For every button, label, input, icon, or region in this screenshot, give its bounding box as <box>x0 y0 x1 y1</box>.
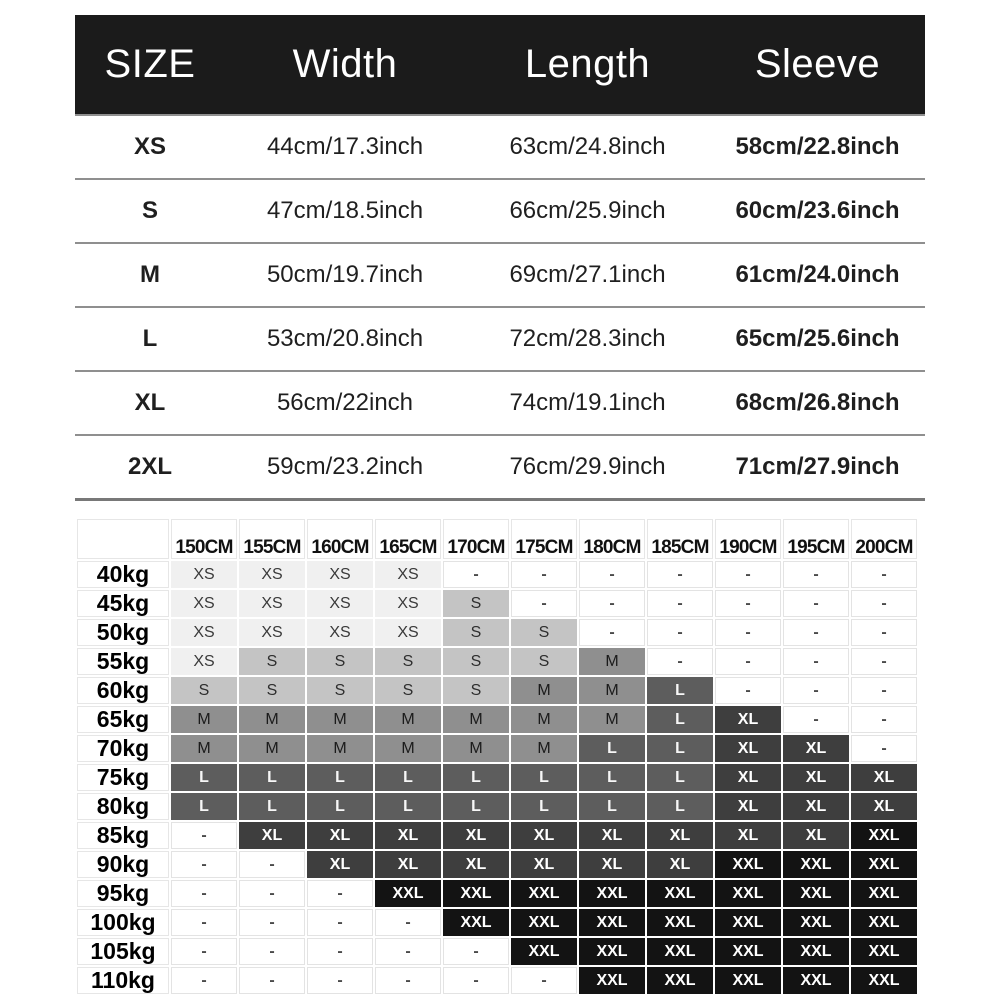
fit-cell-size: M <box>375 706 441 733</box>
fit-cell-size: XXL <box>375 880 441 907</box>
fit-cell-empty: - <box>307 880 373 907</box>
width-value: 44cm/17.3inch <box>225 115 465 179</box>
sleeve-value: 65cm/25.6inch <box>710 307 925 371</box>
fit-cell-size: XL <box>715 764 781 791</box>
fit-cell-size: XXL <box>511 938 577 965</box>
weight-label: 95kg <box>77 880 169 907</box>
size-label: L <box>75 307 225 371</box>
size-label: 2XL <box>75 435 225 500</box>
fit-cell-size: XL <box>783 822 849 849</box>
fit-matrix-row <box>77 648 917 675</box>
fit-cell-size: M <box>511 735 577 762</box>
fit-cell-empty: - <box>715 648 781 675</box>
fit-cell-empty: - <box>443 561 509 588</box>
fit-matrix-row <box>77 938 917 965</box>
fit-matrix-corner <box>77 519 169 559</box>
fit-cell-size: XXL <box>511 909 577 936</box>
fit-cell-size: L <box>647 706 713 733</box>
fit-cell-size: S <box>443 590 509 617</box>
fit-cell-empty: - <box>375 909 441 936</box>
size-label: XS <box>75 115 225 179</box>
fit-cell-size: L <box>307 764 373 791</box>
fit-cell-size: S <box>239 677 305 704</box>
sleeve-value: 61cm/24.0inch <box>710 243 925 307</box>
fit-cell-empty: - <box>511 967 577 994</box>
size-row-s <box>75 179 925 243</box>
fit-cell-empty: - <box>715 561 781 588</box>
size-label: S <box>75 179 225 243</box>
fit-cell-size: S <box>443 619 509 646</box>
fit-cell-size: XS <box>239 619 305 646</box>
sleeve-value: 68cm/26.8inch <box>710 371 925 435</box>
fit-cell-size: XL <box>647 822 713 849</box>
size-table-header-width: Width <box>225 15 465 115</box>
width-value: 59cm/23.2inch <box>225 435 465 500</box>
fit-cell-empty: - <box>783 677 849 704</box>
fit-cell-size: M <box>579 706 645 733</box>
height-header: 175CM <box>511 519 577 559</box>
fit-cell-size: L <box>443 793 509 820</box>
fit-cell-size: L <box>511 764 577 791</box>
fit-cell-size: S <box>375 677 441 704</box>
fit-cell-empty: - <box>171 967 237 994</box>
fit-cell-size: L <box>239 793 305 820</box>
length-value: 74cm/19.1inch <box>465 371 710 435</box>
fit-cell-size: XXL <box>579 938 645 965</box>
fit-cell-size: M <box>239 735 305 762</box>
weight-label: 60kg <box>77 677 169 704</box>
fit-cell-size: XXL <box>715 938 781 965</box>
fit-cell-size: XL <box>511 822 577 849</box>
height-header: 195CM <box>783 519 849 559</box>
fit-cell-size: M <box>443 735 509 762</box>
fit-cell-size: XL <box>715 793 781 820</box>
fit-cell-empty: - <box>783 561 849 588</box>
fit-matrix-table <box>75 517 919 996</box>
fit-cell-size: XS <box>239 561 305 588</box>
fit-cell-size: XXL <box>715 880 781 907</box>
fit-cell-size: XS <box>307 619 373 646</box>
fit-cell-size: XL <box>783 735 849 762</box>
fit-cell-empty: - <box>851 648 917 675</box>
sleeve-value: 60cm/23.6inch <box>710 179 925 243</box>
fit-cell-empty: - <box>171 938 237 965</box>
fit-matrix-row <box>77 764 917 791</box>
fit-cell-empty: - <box>443 938 509 965</box>
fit-cell-size: XXL <box>783 851 849 878</box>
fit-cell-empty: - <box>715 677 781 704</box>
size-row-2xl <box>75 435 925 500</box>
fit-cell-size: S <box>443 648 509 675</box>
fit-cell-size: XS <box>171 590 237 617</box>
size-table-header-sleeve: Sleeve <box>710 15 925 115</box>
fit-cell-size: XL <box>307 822 373 849</box>
fit-cell-empty: - <box>511 590 577 617</box>
weight-label: 45kg <box>77 590 169 617</box>
fit-cell-empty: - <box>171 880 237 907</box>
length-value: 66cm/25.9inch <box>465 179 710 243</box>
weight-label: 75kg <box>77 764 169 791</box>
fit-matrix-row <box>77 793 917 820</box>
fit-cell-size: XXL <box>443 909 509 936</box>
height-header: 180CM <box>579 519 645 559</box>
fit-cell-size: XS <box>307 561 373 588</box>
width-value: 50cm/19.7inch <box>225 243 465 307</box>
size-row-xs <box>75 115 925 179</box>
weight-label: 65kg <box>77 706 169 733</box>
weight-label: 40kg <box>77 561 169 588</box>
size-row-l <box>75 307 925 371</box>
fit-cell-size: M <box>579 648 645 675</box>
fit-cell-empty: - <box>239 880 305 907</box>
fit-cell-empty: - <box>307 938 373 965</box>
height-header: 150CM <box>171 519 237 559</box>
fit-cell-size: XXL <box>647 967 713 994</box>
fit-cell-size: XL <box>511 851 577 878</box>
length-value: 76cm/29.9inch <box>465 435 710 500</box>
fit-cell-size: S <box>375 648 441 675</box>
fit-cell-size: XXL <box>715 967 781 994</box>
height-header: 165CM <box>375 519 441 559</box>
fit-cell-size: XXL <box>851 880 917 907</box>
length-value: 72cm/28.3inch <box>465 307 710 371</box>
fit-cell-size: XL <box>783 793 849 820</box>
fit-cell-empty: - <box>851 735 917 762</box>
fit-cell-empty: - <box>783 648 849 675</box>
fit-cell-empty: - <box>239 909 305 936</box>
fit-cell-size: S <box>171 677 237 704</box>
fit-cell-empty: - <box>171 909 237 936</box>
fit-cell-empty: - <box>239 851 305 878</box>
height-header: 155CM <box>239 519 305 559</box>
fit-cell-size: L <box>443 764 509 791</box>
fit-cell-size: XL <box>647 851 713 878</box>
fit-cell-size: XS <box>171 648 237 675</box>
fit-cell-size: L <box>647 677 713 704</box>
fit-cell-size: L <box>647 793 713 820</box>
fit-cell-empty: - <box>647 648 713 675</box>
size-table-header-row <box>75 15 925 115</box>
fit-matrix-row <box>77 967 917 994</box>
fit-cell-size: L <box>579 764 645 791</box>
fit-cell-size: XL <box>715 735 781 762</box>
fit-cell-size: XL <box>783 764 849 791</box>
fit-cell-size: M <box>307 735 373 762</box>
fit-cell-size: M <box>511 706 577 733</box>
fit-cell-size: XXL <box>647 909 713 936</box>
fit-cell-size: XXL <box>783 880 849 907</box>
fit-cell-size: M <box>171 706 237 733</box>
size-row-xl <box>75 371 925 435</box>
fit-cell-empty: - <box>851 677 917 704</box>
fit-cell-size: XL <box>375 822 441 849</box>
height-header: 170CM <box>443 519 509 559</box>
fit-cell-empty: - <box>851 619 917 646</box>
fit-cell-size: S <box>511 619 577 646</box>
sleeve-value: 58cm/22.8inch <box>710 115 925 179</box>
fit-matrix-header-row <box>77 519 917 559</box>
fit-cell-empty: - <box>647 590 713 617</box>
fit-cell-size: XL <box>851 764 917 791</box>
fit-matrix-row <box>77 677 917 704</box>
fit-cell-size: XXL <box>647 880 713 907</box>
fit-cell-size: XL <box>307 851 373 878</box>
weight-label: 105kg <box>77 938 169 965</box>
fit-cell-size: XXL <box>783 938 849 965</box>
fit-cell-size: L <box>647 735 713 762</box>
fit-cell-size: XS <box>171 561 237 588</box>
weight-label: 80kg <box>77 793 169 820</box>
weight-label: 85kg <box>77 822 169 849</box>
fit-cell-size: S <box>239 648 305 675</box>
fit-cell-size: XL <box>579 822 645 849</box>
fit-cell-empty: - <box>647 561 713 588</box>
fit-cell-size: L <box>375 793 441 820</box>
fit-cell-size: M <box>375 735 441 762</box>
fit-cell-size: XXL <box>443 880 509 907</box>
weight-label: 55kg <box>77 648 169 675</box>
fit-cell-size: XS <box>375 561 441 588</box>
fit-cell-size: M <box>511 677 577 704</box>
fit-cell-size: XXL <box>851 822 917 849</box>
fit-cell-size: XL <box>579 851 645 878</box>
fit-cell-size: XS <box>375 590 441 617</box>
fit-cell-size: L <box>307 793 373 820</box>
fit-cell-empty: - <box>239 938 305 965</box>
fit-cell-size: M <box>171 735 237 762</box>
size-row-m <box>75 243 925 307</box>
fit-cell-empty: - <box>647 619 713 646</box>
fit-cell-size: XL <box>443 822 509 849</box>
fit-cell-size: XXL <box>783 909 849 936</box>
fit-cell-size: XL <box>851 793 917 820</box>
fit-cell-empty: - <box>171 822 237 849</box>
fit-cell-size: XXL <box>647 938 713 965</box>
fit-cell-empty: - <box>579 590 645 617</box>
fit-cell-empty: - <box>715 590 781 617</box>
fit-cell-empty: - <box>783 706 849 733</box>
fit-cell-size: XL <box>715 706 781 733</box>
sleeve-value: 71cm/27.9inch <box>710 435 925 500</box>
fit-cell-size: XL <box>715 822 781 849</box>
size-label: M <box>75 243 225 307</box>
fit-cell-size: XXL <box>511 880 577 907</box>
fit-cell-size: L <box>171 764 237 791</box>
fit-cell-empty: - <box>307 967 373 994</box>
fit-matrix-row <box>77 735 917 762</box>
fit-cell-size: XXL <box>851 938 917 965</box>
fit-cell-empty: - <box>783 619 849 646</box>
fit-cell-size: M <box>307 706 373 733</box>
fit-cell-size: XXL <box>579 967 645 994</box>
fit-cell-size: XXL <box>715 909 781 936</box>
fit-cell-size: XXL <box>851 851 917 878</box>
fit-cell-empty: - <box>851 561 917 588</box>
width-value: 56cm/22inch <box>225 371 465 435</box>
fit-cell-size: XS <box>171 619 237 646</box>
height-header: 185CM <box>647 519 713 559</box>
fit-cell-size: XXL <box>851 909 917 936</box>
fit-cell-size: XXL <box>579 909 645 936</box>
fit-cell-empty: - <box>375 967 441 994</box>
height-header: 200CM <box>851 519 917 559</box>
fit-cell-empty: - <box>443 967 509 994</box>
fit-cell-size: XXL <box>715 851 781 878</box>
weight-label: 90kg <box>77 851 169 878</box>
fit-cell-size: L <box>511 793 577 820</box>
fit-cell-empty: - <box>239 967 305 994</box>
fit-matrix-row <box>77 590 917 617</box>
fit-cell-size: XL <box>375 851 441 878</box>
weight-label: 70kg <box>77 735 169 762</box>
fit-cell-empty: - <box>715 619 781 646</box>
fit-cell-size: L <box>239 764 305 791</box>
length-value: 69cm/27.1inch <box>465 243 710 307</box>
fit-cell-empty: - <box>171 851 237 878</box>
fit-cell-empty: - <box>511 561 577 588</box>
fit-cell-size: S <box>307 648 373 675</box>
fit-matrix-row <box>77 706 917 733</box>
size-table <box>75 15 925 501</box>
fit-cell-empty: - <box>307 909 373 936</box>
fit-matrix-row <box>77 880 917 907</box>
fit-cell-empty: - <box>579 619 645 646</box>
fit-cell-empty: - <box>851 590 917 617</box>
fit-cell-size: XS <box>375 619 441 646</box>
size-table-header-size: SIZE <box>75 15 225 115</box>
size-table-header-length: Length <box>465 15 710 115</box>
height-header: 160CM <box>307 519 373 559</box>
fit-cell-size: XXL <box>783 967 849 994</box>
fit-matrix-row <box>77 561 917 588</box>
fit-cell-size: XXL <box>851 967 917 994</box>
weight-label: 100kg <box>77 909 169 936</box>
fit-cell-empty: - <box>783 590 849 617</box>
fit-cell-empty: - <box>579 561 645 588</box>
fit-cell-size: L <box>579 735 645 762</box>
fit-cell-size: S <box>443 677 509 704</box>
length-value: 63cm/24.8inch <box>465 115 710 179</box>
size-label: XL <box>75 371 225 435</box>
fit-cell-size: M <box>443 706 509 733</box>
fit-cell-size: L <box>375 764 441 791</box>
fit-cell-size: M <box>579 677 645 704</box>
fit-cell-size: XL <box>443 851 509 878</box>
fit-cell-size: S <box>511 648 577 675</box>
width-value: 53cm/20.8inch <box>225 307 465 371</box>
fit-cell-size: XXL <box>579 880 645 907</box>
fit-cell-size: M <box>239 706 305 733</box>
fit-matrix-row <box>77 909 917 936</box>
fit-cell-empty: - <box>375 938 441 965</box>
width-value: 47cm/18.5inch <box>225 179 465 243</box>
fit-cell-size: L <box>647 764 713 791</box>
fit-cell-size: S <box>307 677 373 704</box>
fit-cell-size: L <box>579 793 645 820</box>
fit-cell-size: L <box>171 793 237 820</box>
weight-label: 110kg <box>77 967 169 994</box>
fit-matrix-row <box>77 851 917 878</box>
weight-label: 50kg <box>77 619 169 646</box>
height-header: 190CM <box>715 519 781 559</box>
fit-matrix-row <box>77 619 917 646</box>
fit-cell-empty: - <box>851 706 917 733</box>
fit-cell-size: XS <box>239 590 305 617</box>
fit-cell-size: XL <box>239 822 305 849</box>
fit-cell-size: XS <box>307 590 373 617</box>
fit-matrix-row <box>77 822 917 849</box>
